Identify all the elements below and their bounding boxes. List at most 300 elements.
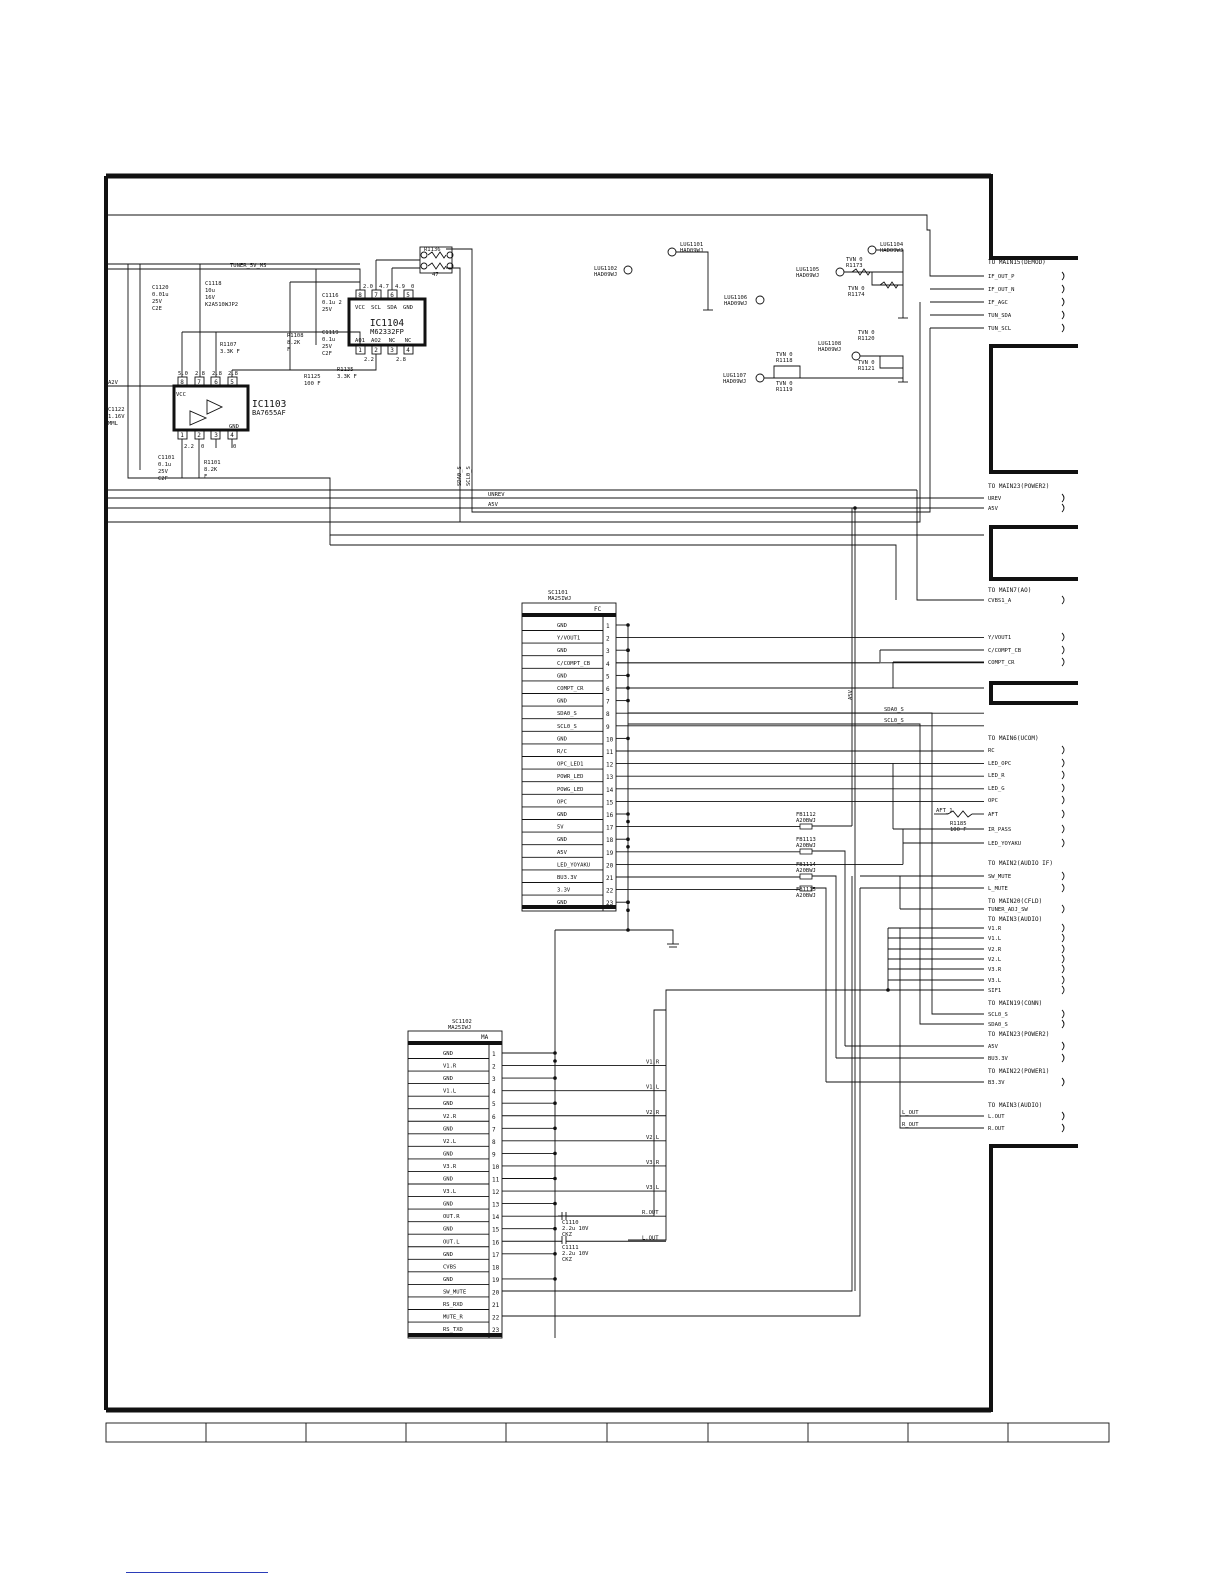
sc1102-pin-name: GND: [443, 1126, 453, 1133]
c1111-label: 2.2u 10V: [562, 1251, 589, 1257]
destination-signal: A5V: [988, 1044, 998, 1050]
sc1101-pin-name: GND: [557, 837, 567, 844]
destination-signal: SCL0_S: [988, 1012, 1008, 1018]
r1185-label: 100 F: [950, 827, 967, 833]
lug-ref: LUG1108: [818, 341, 842, 347]
ic1103-vcc-label: VCC: [176, 392, 186, 398]
sc1102-pin-number: 16: [492, 1239, 500, 1247]
junction-dot: [553, 1152, 557, 1156]
off-page-connector-icon: [1062, 872, 1064, 880]
sc1101-pin-name: LED_YOYAKU: [557, 862, 591, 869]
destination-title: TO MAIN20(CFLD): [988, 898, 1043, 905]
sc1101-pin-number: 19: [606, 849, 614, 857]
junction-dot: [626, 699, 630, 703]
ic1103-voltage: 2.8: [212, 371, 222, 377]
c1119-label: 0.1u: [322, 337, 336, 343]
lug1106: [756, 296, 764, 304]
c1119-label: C2F: [322, 351, 332, 357]
sc1102-pin-name: GND: [443, 1051, 453, 1057]
destination-title: TO MAIN19(CONN): [988, 1000, 1043, 1007]
sc1102-pin-number: 2: [492, 1063, 496, 1071]
off-page-connector-icon: [1062, 955, 1064, 963]
sc1102-pin-name: GND: [443, 1226, 453, 1233]
r1136-label: R1136: [424, 247, 441, 253]
c1122-label: C1122: [108, 407, 125, 413]
off-page-connector-icon: [1062, 784, 1064, 792]
off-page-connector-icon: [1062, 311, 1064, 319]
off-page-connector-icon: [1062, 976, 1064, 984]
net-lout: L.OUT: [642, 1235, 659, 1242]
sc1102-pin-name: MUTE_R: [443, 1314, 463, 1321]
lug-ref: LUG1102: [594, 266, 618, 272]
tvn-ref: R1121: [858, 366, 875, 372]
tvn-ref: R1119: [776, 387, 793, 393]
off-page-connector-icon: [1062, 1020, 1064, 1028]
ic1104-pin-number: 2: [374, 347, 378, 354]
lug-ref: LUG1104: [880, 242, 904, 248]
destination-signal: Y/VOUT1: [988, 635, 1012, 641]
sc1102-net-label: V2.R: [646, 1109, 660, 1116]
c1120-label: 25V: [152, 299, 162, 305]
destination-title: TO MAIN15(DEMOD): [988, 259, 1046, 266]
sc1101-pin-name: GND: [557, 623, 567, 629]
lug-part: HAD09WJ: [724, 301, 748, 307]
r1108-label: R1108: [287, 333, 304, 339]
off-page-connector-icon: [1062, 759, 1064, 767]
ic1103-voltage: 0: [233, 444, 237, 450]
lug-part: HAD09WJ: [818, 347, 842, 353]
destination-title: TO MAIN22(POWER1): [988, 1068, 1050, 1075]
lug-part: HAD09WJ: [723, 379, 747, 385]
sc1101-pin-name: C/COMPT_CB: [557, 660, 591, 667]
junction-dot: [553, 1051, 557, 1055]
off-page-connector-icon: [1062, 494, 1064, 502]
destination-signal: LED_R: [988, 773, 1005, 779]
sc1102-pin-number: 7: [492, 1126, 496, 1134]
sc1102-pin-number: 13: [492, 1201, 500, 1209]
lug-part: HAD09WJ: [680, 248, 704, 254]
destination-signal: LED_YOYAKU: [988, 841, 1022, 847]
c1120-label: 0.01u: [152, 292, 169, 298]
ic1103-pin-number: 5: [230, 379, 234, 386]
destination-title: TO MAIN23(POWER2): [988, 1031, 1050, 1038]
sc1102-pin-number: 11: [492, 1176, 500, 1184]
sc1102-tag: MA: [481, 1034, 489, 1041]
sc1101-pin-name: OPC: [557, 799, 567, 806]
sc1102-pin-name: OUT.L: [443, 1239, 460, 1246]
ic1104-pin-number: 1: [358, 347, 362, 354]
sc1102-pin-number: 17: [492, 1251, 500, 1259]
sc1102-pin-number: 12: [492, 1189, 500, 1197]
junction-dot: [853, 506, 857, 510]
ic1103-voltage: 2.8: [195, 371, 205, 377]
sc1102-pin-name: V1.R: [443, 1063, 457, 1070]
c1110-label: 2.2u 10V: [562, 1226, 589, 1232]
lug-part: HAD09WJ: [594, 272, 618, 278]
off-page-connector-icon: [1062, 1124, 1064, 1132]
junction-dot: [626, 900, 630, 904]
sc1102-pin-name: OUT.R: [443, 1214, 460, 1221]
tvn-ref: R1120: [858, 336, 875, 342]
sc1102-net-label: V3.L: [646, 1185, 660, 1192]
destination-signal: LED_OPC: [988, 761, 1012, 767]
lug-ref: LUG1101: [680, 242, 704, 248]
r1125-label: 100 F: [304, 381, 321, 387]
destination-signal: L.OUT: [988, 1114, 1005, 1120]
off-page-connector-icon: [1062, 633, 1064, 641]
junction-dot: [626, 737, 630, 741]
sc1101-pin-name: GND: [557, 812, 567, 818]
sc1101-pin-name: COMPT_CR: [557, 686, 584, 692]
destination-signal: OPC: [988, 798, 998, 804]
junction-dot: [553, 1101, 557, 1105]
ic1104-pin-number: 7: [374, 292, 378, 299]
ic1104-voltage: 0: [411, 284, 415, 290]
r1135-label: 3.3K F: [337, 374, 357, 380]
sc1101-pin-name: Y/VOUT1: [557, 635, 581, 642]
junction-dot: [626, 686, 630, 690]
tvn-label: TVN 0: [846, 257, 863, 263]
c1116-label: 25V: [322, 307, 332, 313]
c1122-label: MML: [108, 421, 118, 427]
sc1101-pin-name: 5V: [557, 824, 564, 831]
c1118-label: C1118: [205, 281, 222, 287]
tvn-label: TVN 0: [776, 352, 793, 358]
destination-signal: TUN_SDA: [988, 313, 1012, 319]
ic1104-voltage: 4.7: [379, 284, 389, 290]
destination-signal: SW_MUTE: [988, 874, 1012, 880]
r1101-label: F: [204, 474, 208, 480]
junction-dot: [626, 674, 630, 678]
c1120-label: C2E: [152, 306, 162, 312]
ic1104-voltage: 2.8: [396, 357, 406, 363]
junction-dot: [626, 837, 630, 841]
ferrite-ref: FB1115: [796, 887, 816, 893]
lug1104: [868, 246, 876, 254]
off-page-connector-icon: [1062, 986, 1064, 994]
junction-dot: [553, 1177, 557, 1181]
sc1101-pin-number: 7: [606, 698, 610, 706]
ic1103-voltage: 0: [201, 444, 205, 450]
c1118-label: 10u: [205, 288, 215, 294]
sc1102-pin-name: V2.L: [443, 1138, 457, 1145]
sc1101-pin-number: 13: [606, 774, 614, 782]
ic1104-pin-name: VCC: [355, 305, 365, 311]
r1107-label: R1107: [220, 342, 237, 348]
sc1101-pin-name: GND: [557, 698, 567, 705]
ic1104-pin-name: NC: [404, 338, 412, 344]
sc1102-pin-number: 9: [492, 1151, 496, 1159]
net-sda0s-vertical: SDA0_S: [457, 466, 463, 486]
sc1101-pin-name: POWR_LED: [557, 774, 584, 781]
bottom-grid: [106, 1423, 1109, 1442]
sc1102-pin-name: SW_MUTE: [443, 1289, 467, 1296]
off-page-connector-icon: [1062, 905, 1064, 913]
destination-signal: L_MUTE: [988, 886, 1008, 892]
ic1104-pin-number: 8: [358, 292, 362, 299]
sc1102-net-label: V1.R: [646, 1059, 660, 1066]
junction-dot: [626, 928, 630, 932]
c1101-label: 0.1u: [158, 462, 172, 468]
ic1104-pin-number: 4: [406, 347, 410, 354]
off-page-connector-icon: [1062, 324, 1064, 332]
ic1104-voltage: 4.9: [395, 284, 405, 290]
destination-signal: COMPT_CR: [988, 660, 1015, 666]
footer-link-underline[interactable]: [126, 1572, 268, 1573]
off-page-connector-icon: [1062, 810, 1064, 818]
destination-signal: LED_G: [988, 786, 1005, 792]
ic1104-voltage: 2.2: [364, 357, 374, 363]
sc1101-pin-name: GND: [557, 900, 567, 907]
net-unrev: UNREV: [488, 492, 505, 498]
destination-signal: C/COMPT_CB: [988, 648, 1022, 654]
destination-signal: SIF1: [988, 988, 1002, 994]
off-page-connector-icon: [1062, 1078, 1064, 1086]
ic1104-pin-name: GND: [403, 305, 413, 311]
sc1101-part: MA25IWJ: [548, 596, 572, 602]
c1120-label: C1120: [152, 285, 169, 291]
destination-signal: IF_OUT_P: [988, 274, 1015, 280]
sc1101-pin-name: R/C: [557, 749, 567, 755]
sc1101-pin-name: GND: [557, 736, 567, 743]
junction-dot: [626, 623, 630, 627]
sc1101-pin-number: 18: [606, 837, 614, 845]
r1101-label: R1101: [204, 460, 221, 466]
r1108-label: F: [287, 347, 291, 353]
off-page-connector-icon: [1062, 796, 1064, 804]
ferrite-ref: FB1113: [796, 837, 816, 843]
off-page-connector-icon: [1062, 746, 1064, 754]
c1110-label: C1110: [562, 1220, 579, 1226]
ic1103-voltage: 2.2: [184, 444, 194, 450]
destination-title: TO MAIN3(AUDIO): [988, 916, 1043, 923]
lug1108: [852, 352, 860, 360]
c1101-label: C2F: [158, 476, 168, 482]
junction-dot: [626, 812, 630, 816]
off-page-connector-icon: [1062, 285, 1064, 293]
sc1102-pin-name: GND: [443, 1076, 453, 1083]
c1119-label: 25V: [322, 344, 332, 350]
sc1102-pin-number: 18: [492, 1264, 500, 1272]
r1136-label: 47: [432, 272, 439, 278]
ic1104-pin-name: SDA: [387, 305, 397, 311]
junction-dot: [626, 845, 630, 849]
ferrite-part: A20BWJ: [796, 893, 816, 899]
off-page-connector-icon: [1062, 272, 1064, 280]
tvn-ref: R1173: [846, 263, 863, 269]
destination-signal: V2.L: [988, 957, 1002, 963]
c1116-label: C1116: [322, 293, 339, 299]
destination-title: TO MAIN3(AUDIO): [988, 1102, 1043, 1109]
lug-ref: LUG1106: [724, 295, 748, 301]
sc1102-pin-name: V1.L: [443, 1088, 457, 1095]
lug1105: [836, 268, 844, 276]
r1107-label: 3.3K F: [220, 349, 240, 355]
destination-signal: TUN_SCL: [988, 326, 1012, 332]
sc1102-net-label: V3.R: [646, 1159, 660, 1166]
c1101-label: 25V: [158, 469, 168, 475]
ic1104-pin-name: AO2: [371, 338, 381, 344]
r1108-label: 8.2K: [287, 340, 301, 346]
sc1102-pin-name: GND: [443, 1276, 453, 1283]
destination-signal: IR_PASS: [988, 827, 1012, 833]
junction-dot: [626, 648, 630, 652]
sc1101-pin-number: 1: [606, 623, 610, 630]
destination-signal: V3.L: [988, 978, 1002, 984]
ic1103-pin-number: 2: [197, 432, 201, 439]
sc1102-pin-name: RS_RXD: [443, 1302, 463, 1308]
ferrite-part: A20BWJ: [796, 868, 816, 874]
net-l-out: L_OUT: [902, 1110, 919, 1116]
a2v-label: A2V: [108, 380, 118, 386]
sc1102-pin-name: V2.R: [443, 1113, 457, 1120]
sc1102-pin-number: 15: [492, 1226, 500, 1234]
c1101-label: C1101: [158, 455, 175, 461]
sc1101-pin-number: 16: [606, 812, 614, 819]
tvn-ref: R1174: [848, 292, 865, 298]
r1125-label: R1125: [304, 374, 321, 380]
destination-title: TO MAIN2(AUDIO IF): [988, 860, 1054, 867]
sc1101-pin-name: GND: [557, 673, 567, 680]
sc1102-net-label: V2.L: [646, 1134, 660, 1141]
sc1101-pin-name: A5V: [557, 849, 567, 856]
destination-signal: SDA0_S: [988, 1022, 1008, 1028]
junction-dot: [553, 1227, 557, 1231]
ic1103-part: BA7655AF: [252, 409, 286, 417]
r1185-label: R1185: [950, 821, 967, 827]
sc1102-pin-number: 3: [492, 1076, 496, 1084]
junction-dot: [886, 988, 890, 992]
sc1101-pin-number: 9: [606, 723, 610, 731]
destination-signal: V1.L: [988, 936, 1002, 942]
off-page-connector-icon: [1062, 298, 1064, 306]
off-page-connector-icon: [1062, 504, 1064, 512]
sc1101-pin-name: SCL0_S: [557, 723, 577, 730]
sc1102-ref: SC1102: [452, 1019, 472, 1025]
destination-signal: V1.R: [988, 926, 1002, 932]
ic1103-pin-number: 6: [214, 379, 218, 386]
sc1101-pin-name: SDA0_S: [557, 711, 577, 718]
sc1102-part: MA25IWJ: [448, 1025, 472, 1031]
ic1103-pin-number: 7: [197, 379, 201, 386]
destination-signal: A5V: [988, 506, 998, 512]
destination-signal: CVBS1_A: [988, 598, 1012, 604]
ic1103-ref: IC1103: [252, 399, 287, 410]
sc1102-pin-name: RS_TXD: [443, 1327, 463, 1334]
sc1102-pin-number: 6: [492, 1113, 496, 1121]
sc1102-pin-number: 5: [492, 1101, 496, 1109]
off-page-connector-icon: [1062, 884, 1064, 892]
tvn-ref: R1118: [776, 358, 793, 364]
sc1101-pin-number: 6: [606, 686, 610, 693]
off-page-connector-icon: [1062, 839, 1064, 847]
off-page-connector-icon: [1062, 924, 1064, 932]
ic1103-voltage: 5.0: [178, 371, 188, 377]
off-page-connector-icon: [1062, 658, 1064, 666]
sc1102-pin-name: CVBS: [443, 1264, 457, 1271]
sc1102-pin-number: 21: [492, 1302, 500, 1309]
destination-title: TO MAIN7(AO): [988, 587, 1032, 594]
sc1101-pin-number: 5: [606, 673, 610, 681]
off-page-connector-icon: [1062, 646, 1064, 654]
sc1102-pin-number: 22: [492, 1314, 500, 1322]
sc1102-pin-name: GND: [443, 1176, 453, 1183]
junction-dot: [553, 1076, 557, 1080]
lug1102: [624, 266, 632, 274]
sc1102-pin-name: GND: [443, 1151, 453, 1158]
sc1102-pin-number: 8: [492, 1138, 496, 1146]
junction-dot: [553, 1277, 557, 1281]
ic1103-pin-number: 1: [180, 432, 184, 439]
sc1101-pin-number: 4: [606, 660, 610, 668]
ic1104-voltage: 2.0: [363, 284, 373, 290]
net-scl0s-vertical: SCL0_S: [466, 466, 472, 486]
ic1103-pin-number: 8: [180, 379, 184, 386]
ic1103-pin-number: 4: [230, 432, 234, 439]
r1135-label: R1135: [337, 367, 354, 373]
ic1103-pin-number: 3: [214, 432, 218, 439]
ferrite-part: A20BWJ: [796, 818, 816, 824]
c1118-label: 16V: [205, 295, 215, 301]
c1122-label: 1.16V: [108, 414, 125, 420]
sc1102-pin-name: GND: [443, 1251, 453, 1258]
sc1101-ref: SC1101: [548, 590, 568, 596]
sc1102-pin-number: 4: [492, 1088, 496, 1096]
ic1103-gnd-label: GND: [229, 424, 239, 430]
ic1104-pin-name: NC: [388, 338, 396, 344]
destination-signal: R.OUT: [988, 1126, 1005, 1132]
sc1102-pin-name: GND: [443, 1201, 453, 1208]
sc1101-pin-name: POWG_LED: [557, 786, 584, 793]
sc1101-tag: FC: [594, 606, 602, 613]
junction-dot: [553, 1127, 557, 1131]
ic1104-pin-name: AO1: [355, 338, 365, 344]
lug1107: [756, 374, 764, 382]
off-page-connector-icon: [1062, 1010, 1064, 1018]
off-page-connector-icon: [1062, 825, 1064, 833]
junction-dot: [626, 908, 630, 912]
destination-signal: TUNER_ADJ_SW: [988, 907, 1028, 913]
tvn-label: TVN 0: [776, 381, 793, 387]
ferrite-part: A20BWJ: [796, 843, 816, 849]
destination-signal: IF_OUT_N: [988, 287, 1015, 293]
c1119-label: C1119: [322, 330, 339, 336]
ic1104-part: M62332FP: [370, 328, 404, 336]
off-page-connector-icon: [1062, 965, 1064, 973]
ic1104-ref: IC1104: [369, 318, 405, 329]
sc1101-pin-name: OPC_LED1: [557, 761, 584, 768]
sc1101-pin-number: 23: [606, 900, 614, 908]
c1110-label: CKZ: [562, 1232, 572, 1238]
junction-dot: [553, 1252, 557, 1256]
sc1102-pin-number: 10: [492, 1163, 500, 1171]
sc1102-pin-name: V3.R: [443, 1163, 457, 1170]
tuner-5v-label: TUNER_5V_MS: [230, 263, 267, 269]
ic1104-pin-name: SCL: [371, 305, 381, 311]
net-a5v: A5V: [488, 502, 498, 508]
destination-signal: V3.R: [988, 967, 1002, 973]
sc1101-pin-number: 10: [606, 736, 614, 744]
destination-title: TO MAIN23(POWER2): [988, 483, 1050, 490]
sc1102-pin-number: 14: [492, 1214, 500, 1222]
destination-signal: UREV: [988, 496, 1002, 502]
junction-dot: [553, 1202, 557, 1206]
sc1101-pin-number: 14: [606, 786, 614, 794]
sc1102-pin-number: 1: [492, 1051, 496, 1058]
destination-title: TO MAIN6(UCOM): [988, 735, 1039, 742]
c1111-label: CKZ: [562, 1257, 572, 1263]
c1118-label: K2A510WJP2: [205, 302, 239, 308]
